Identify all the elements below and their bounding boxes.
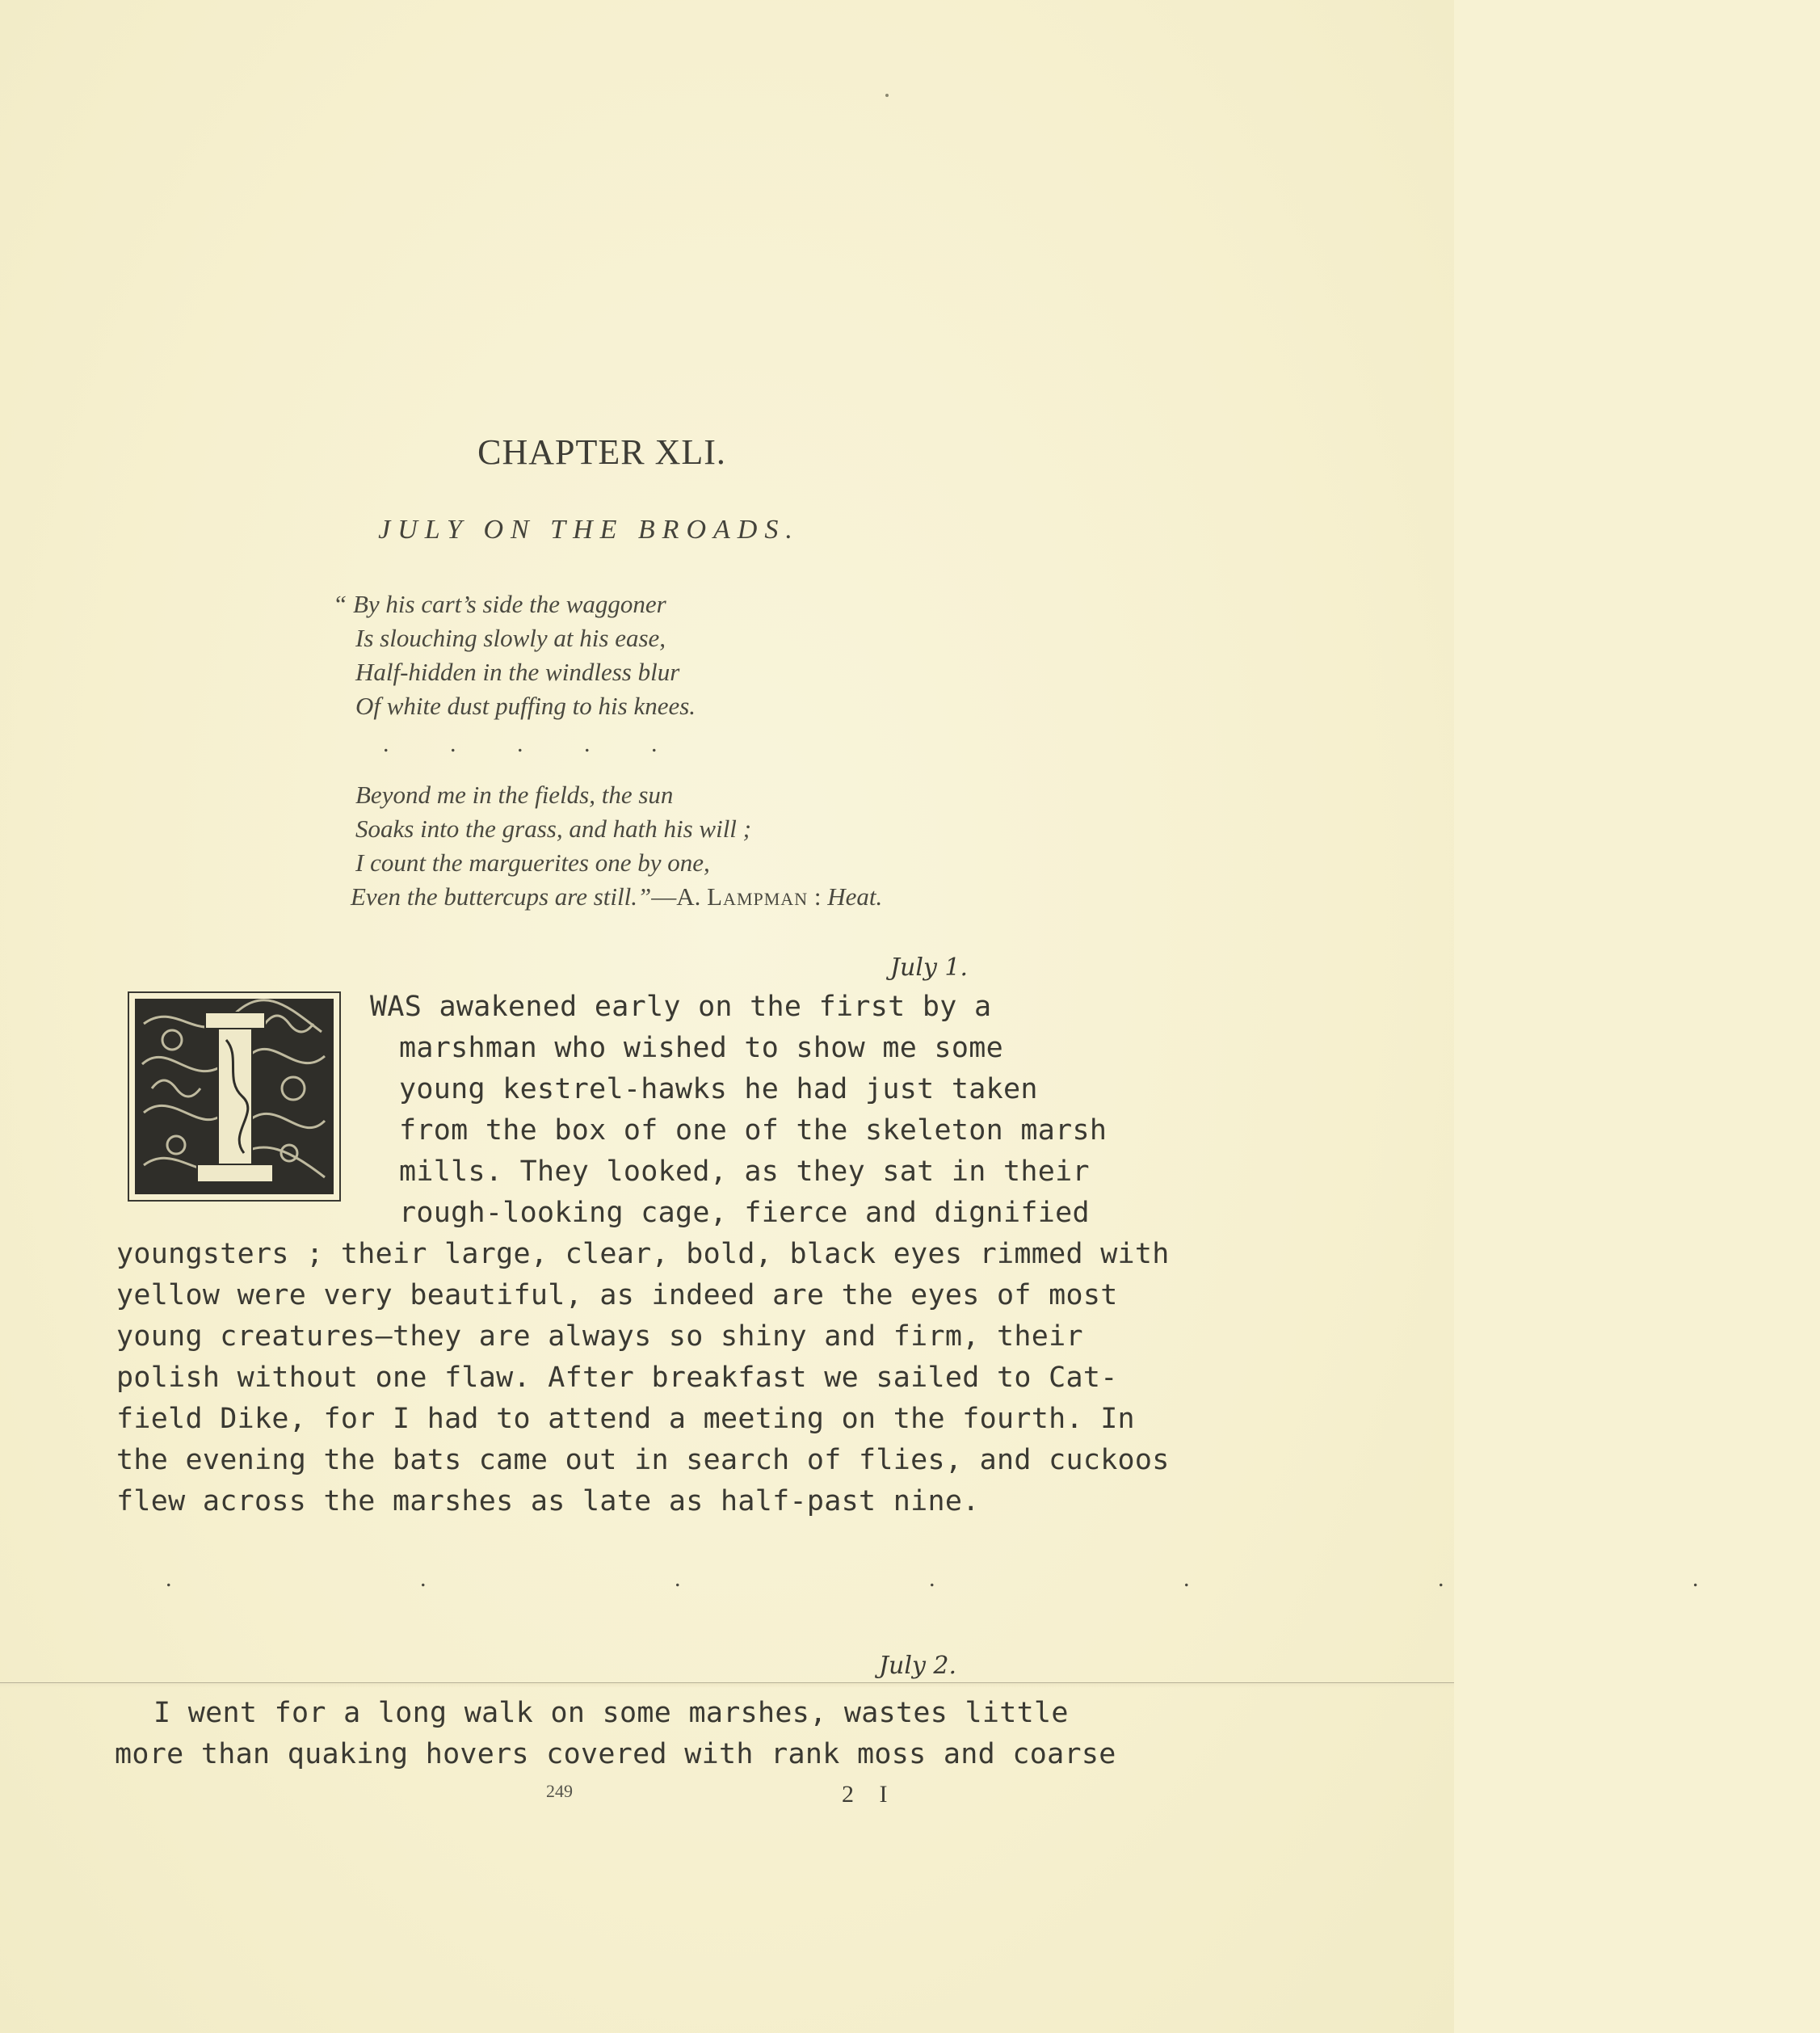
drop-cap-ornament: [128, 991, 341, 1202]
entry-date: July 1.: [890, 953, 969, 982]
chapter-subtitle: JULY ON THE BROADS.: [378, 515, 800, 545]
epigraph-line: Beyond me in the fields, the sun: [355, 781, 674, 809]
paragraph-line: marshman who wished to show me some: [399, 1032, 1004, 1064]
epigraph-line: Half-hidden in the windless blur: [355, 658, 680, 686]
epigraph-ellipsis: . . . . .: [383, 730, 685, 757]
paragraph-line: youngsters ; their large, clear, bold, black eyes rimmed with: [116, 1238, 1170, 1270]
chapter-title: CHAPTER XLI.: [477, 432, 726, 472]
epigraph-last-line: [351, 882, 882, 911]
paragraph-line: young creatures—they are always so shiny and firm, their: [116, 1320, 1083, 1353]
epigraph-line: “ By his cart’s side the waggoner: [333, 590, 666, 618]
epigraph-line: Is slouching slowly at his ease,: [355, 624, 666, 652]
paragraph-line: young kestrel-hawks he had just taken: [399, 1073, 1038, 1105]
paragraph-line: from the box of one of the skeleton marsh: [399, 1114, 1108, 1147]
epigraph-line: Even the buttercups are still.”: [351, 882, 652, 911]
paper-speck: [885, 94, 889, 97]
paragraph-line: rough-looking cage, fierce and dignified: [399, 1197, 1090, 1229]
paragraph-line: more than quaking hovers covered with rank moss and coarse: [115, 1738, 1116, 1770]
drop-cap-illustration: [128, 991, 341, 1202]
page-fold-shadow: [0, 1683, 1454, 1688]
epigraph-line: Soaks into the grass, and hath his will ;: [355, 814, 751, 843]
paragraph-line: mills. They looked, as they sat in their: [399, 1155, 1090, 1188]
paragraph-line: polish without one flaw. After breakfast we sailed to Cat-: [116, 1362, 1118, 1394]
paragraph-line: I went for a long walk on some marshes, wastes little: [153, 1697, 1069, 1729]
attribution-dash: —A.: [651, 882, 701, 911]
epigraph-line: Of white dust puffing to his knees.: [355, 692, 696, 720]
signature-mark: 2 I: [842, 1781, 897, 1808]
epigraph-line: I count the marguerites one by one,: [355, 848, 710, 877]
attribution-work: Heat.: [827, 882, 883, 911]
paragraph-line: yellow were very beautiful, as indeed are the eyes of most: [116, 1279, 1118, 1311]
page-number: 249: [546, 1781, 573, 1801]
drop-cap-letter: I: [235, 991, 236, 992]
attribution-author: Lampman: [707, 882, 809, 911]
paragraph-line: the evening the bats came out in search of flies, and cuckoos: [116, 1444, 1170, 1476]
entry-date: July 2.: [879, 1652, 957, 1680]
paragraph-line: flew across the marshes as late as half-past nine.: [116, 1485, 980, 1517]
section-separator: . . . . . . .: [166, 1565, 1820, 1592]
attribution-separator: :: [808, 882, 828, 911]
paragraph-line: WAS awakened early on the first by a: [370, 991, 992, 1023]
paragraph-line: field Dike, for I had to attend a meeting on the fourth. In: [116, 1403, 1135, 1435]
